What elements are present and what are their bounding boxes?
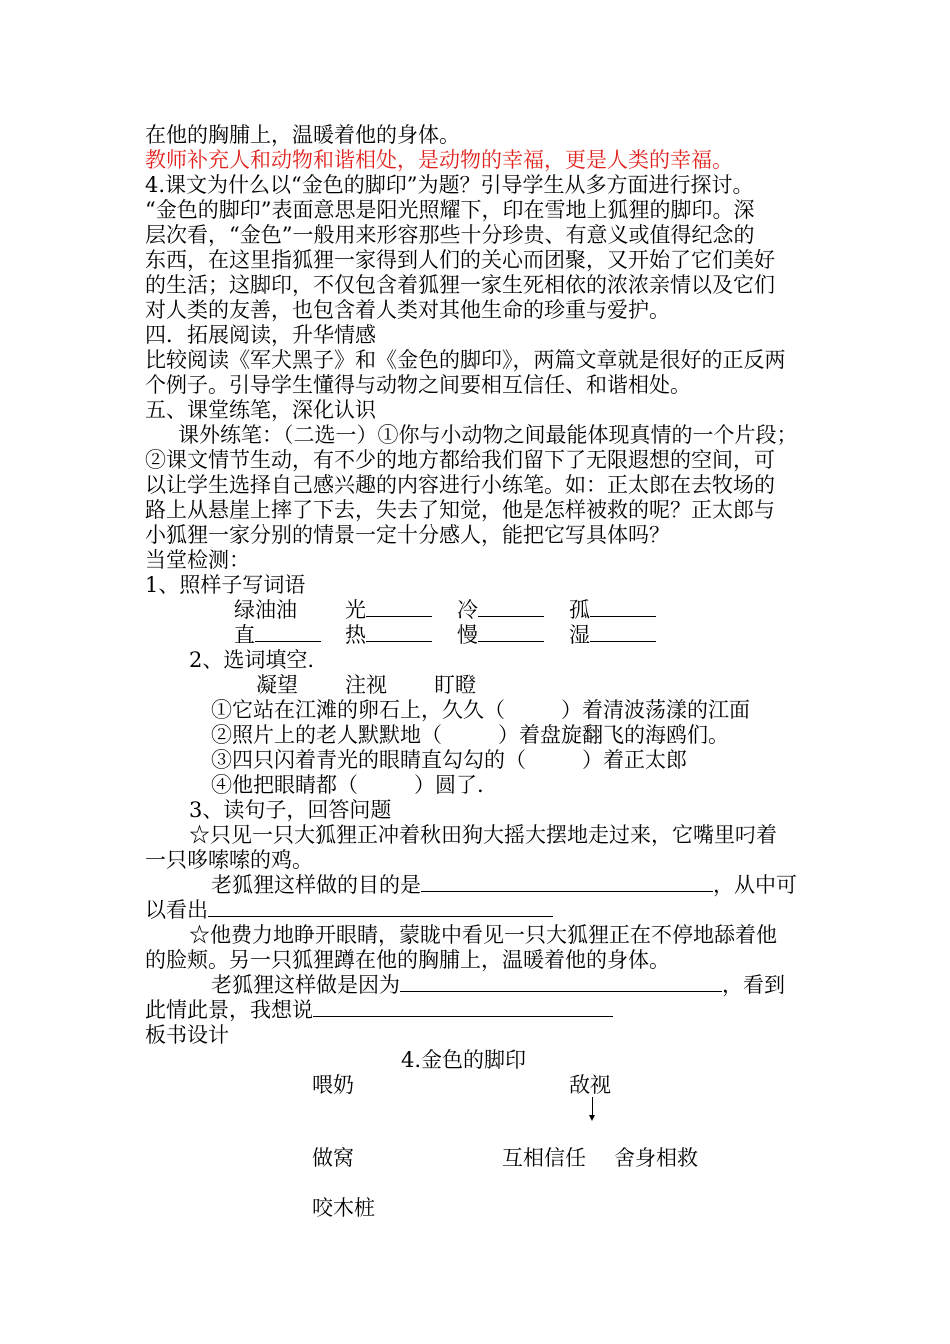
word-option: 盯瞪 bbox=[434, 673, 476, 697]
text-line: 对人类的友善，也包含着人类对其他生命的珍重与爱护。 bbox=[145, 298, 670, 322]
board-item: 咬木桩 bbox=[312, 1196, 375, 1220]
text-line: ☆只见一只大狐狸正冲着秋田狗大摇大摆地走过来，它嘴里叼着 bbox=[189, 823, 777, 847]
answer-blank[interactable] bbox=[478, 598, 544, 617]
answer-blank[interactable] bbox=[478, 623, 544, 642]
word-option: 注视 bbox=[345, 673, 387, 697]
fill-blank-item: ④他把眼睛都（ ）圆了. bbox=[211, 773, 484, 797]
answer-blank[interactable] bbox=[255, 623, 321, 642]
answer-line: 以看出 bbox=[145, 898, 553, 923]
answer-line: 老狐狸这样做的目的是 ，从中可 bbox=[211, 873, 797, 897]
board-item: 互相信任 bbox=[502, 1146, 586, 1170]
down-arrow-icon bbox=[592, 1097, 593, 1117]
text-line: 以让学生选择自己感兴趣的内容进行小练笔。如：正太郎在去牧场的 bbox=[145, 473, 775, 497]
text-line: 小狐狸一家分别的情景一定十分感人，能把它写具体吗？ bbox=[145, 523, 670, 547]
board-item: 喂奶 bbox=[312, 1073, 354, 1097]
word-blank-item: 光 bbox=[345, 598, 432, 623]
answer-blank[interactable] bbox=[366, 598, 432, 617]
answer-blank[interactable] bbox=[590, 598, 656, 617]
text-line: 比较阅读《军犬黑子》和《金色的脚印》，两篇文章就是很好的正反两 bbox=[145, 348, 786, 372]
fill-blank-item: ②照片上的老人默默地（ ）着盘旋翻飞的海鸥们。 bbox=[211, 723, 729, 747]
board-item: 舍身相救 bbox=[614, 1146, 698, 1170]
section-heading: 板书设计 bbox=[145, 1023, 229, 1047]
text-line: 层次看，“金色”一般用来形容那些十分珍贵、有意义或值得纪念的 bbox=[145, 223, 755, 247]
word-option: 凝望 bbox=[256, 673, 298, 697]
text-line: 课外练笔：（二选一）①你与小动物之间最能体现真情的一个片段； bbox=[178, 423, 798, 447]
board-item: 做窝 bbox=[312, 1146, 354, 1170]
answer-blank[interactable] bbox=[421, 873, 713, 892]
text-line: “金色的脚印”表面意思是阳光照耀下，印在雪地上狐狸的脚印。深 bbox=[145, 198, 755, 222]
word-blank-item: 湿 bbox=[569, 623, 656, 648]
question-heading: 2、选词填空. bbox=[189, 648, 315, 672]
answer-blank[interactable] bbox=[590, 623, 656, 642]
answer-line: 此情此景，我想说 bbox=[145, 998, 613, 1023]
board-title: 4.金色的脚印 bbox=[401, 1048, 527, 1072]
example-word: 绿油油 bbox=[234, 598, 297, 622]
word-blank-item: 冷 bbox=[457, 598, 544, 623]
section-heading: 四．拓展阅读，升华情感 bbox=[145, 323, 376, 347]
section-heading: 当堂检测： bbox=[145, 548, 250, 572]
text-line: 东西，在这里指狐狸一家得到人们的关心而团聚，又开始了它们美好 bbox=[145, 248, 775, 272]
text-line: 的脸颊。另一只狐狸蹲在他的胸脯上，温暖着他的身体。 bbox=[145, 948, 670, 972]
word-blank-item: 孤 bbox=[569, 598, 656, 623]
answer-blank[interactable] bbox=[366, 623, 432, 642]
answer-blank[interactable] bbox=[313, 998, 613, 1017]
text-line: 一只哆嗦嗦的鸡。 bbox=[145, 848, 313, 872]
answer-line: 老狐狸这样做是因为 ，看到 bbox=[211, 973, 785, 997]
text-line: ☆他费力地睁开眼睛，蒙眬中看见一只大狐狸正在不停地舔着他 bbox=[189, 923, 777, 947]
word-blank-item: 直 bbox=[234, 623, 321, 648]
board-item: 敌视 bbox=[569, 1073, 611, 1097]
section-heading: 五、课堂练笔，深化认识 bbox=[145, 398, 376, 422]
text-line: 路上从悬崖上摔了下去，失去了知觉，他是怎样被救的呢？正太郎与 bbox=[145, 498, 775, 522]
question-heading: 1、照样子写词语 bbox=[145, 573, 306, 597]
text-line: 的生活；这脚印，不仅包含着狐狸一家生死相依的浓浓亲情以及它们 bbox=[145, 273, 775, 297]
text-line: 在他的胸脯上，温暖着他的身体。 bbox=[145, 123, 460, 147]
word-blank-item: 热 bbox=[345, 623, 432, 648]
text-line: ②课文情节生动，有不少的地方都给我们留下了无限遐想的空间，可 bbox=[145, 448, 775, 472]
question-heading: 3、读句子，回答问题 bbox=[189, 798, 392, 822]
text-line: 个例子。引导学生懂得与动物之间要相互信任、和谐相处。 bbox=[145, 373, 691, 397]
answer-blank[interactable] bbox=[400, 973, 722, 992]
word-blank-item: 慢 bbox=[457, 623, 544, 648]
teacher-note: 教师补充人和动物和谐相处，是动物的幸福，更是人类的幸福。 bbox=[145, 148, 733, 172]
text-line: 4.课文为什么以“金色的脚印”为题？引导学生从多方面进行探讨。 bbox=[145, 173, 754, 197]
fill-blank-item: ①它站在江滩的卵石上，久久（ ）着清波荡漾的江面 bbox=[211, 698, 750, 722]
answer-blank[interactable] bbox=[208, 898, 553, 917]
fill-blank-item: ③四只闪着青光的眼睛直勾勾的（ ）着正太郎 bbox=[211, 748, 687, 772]
